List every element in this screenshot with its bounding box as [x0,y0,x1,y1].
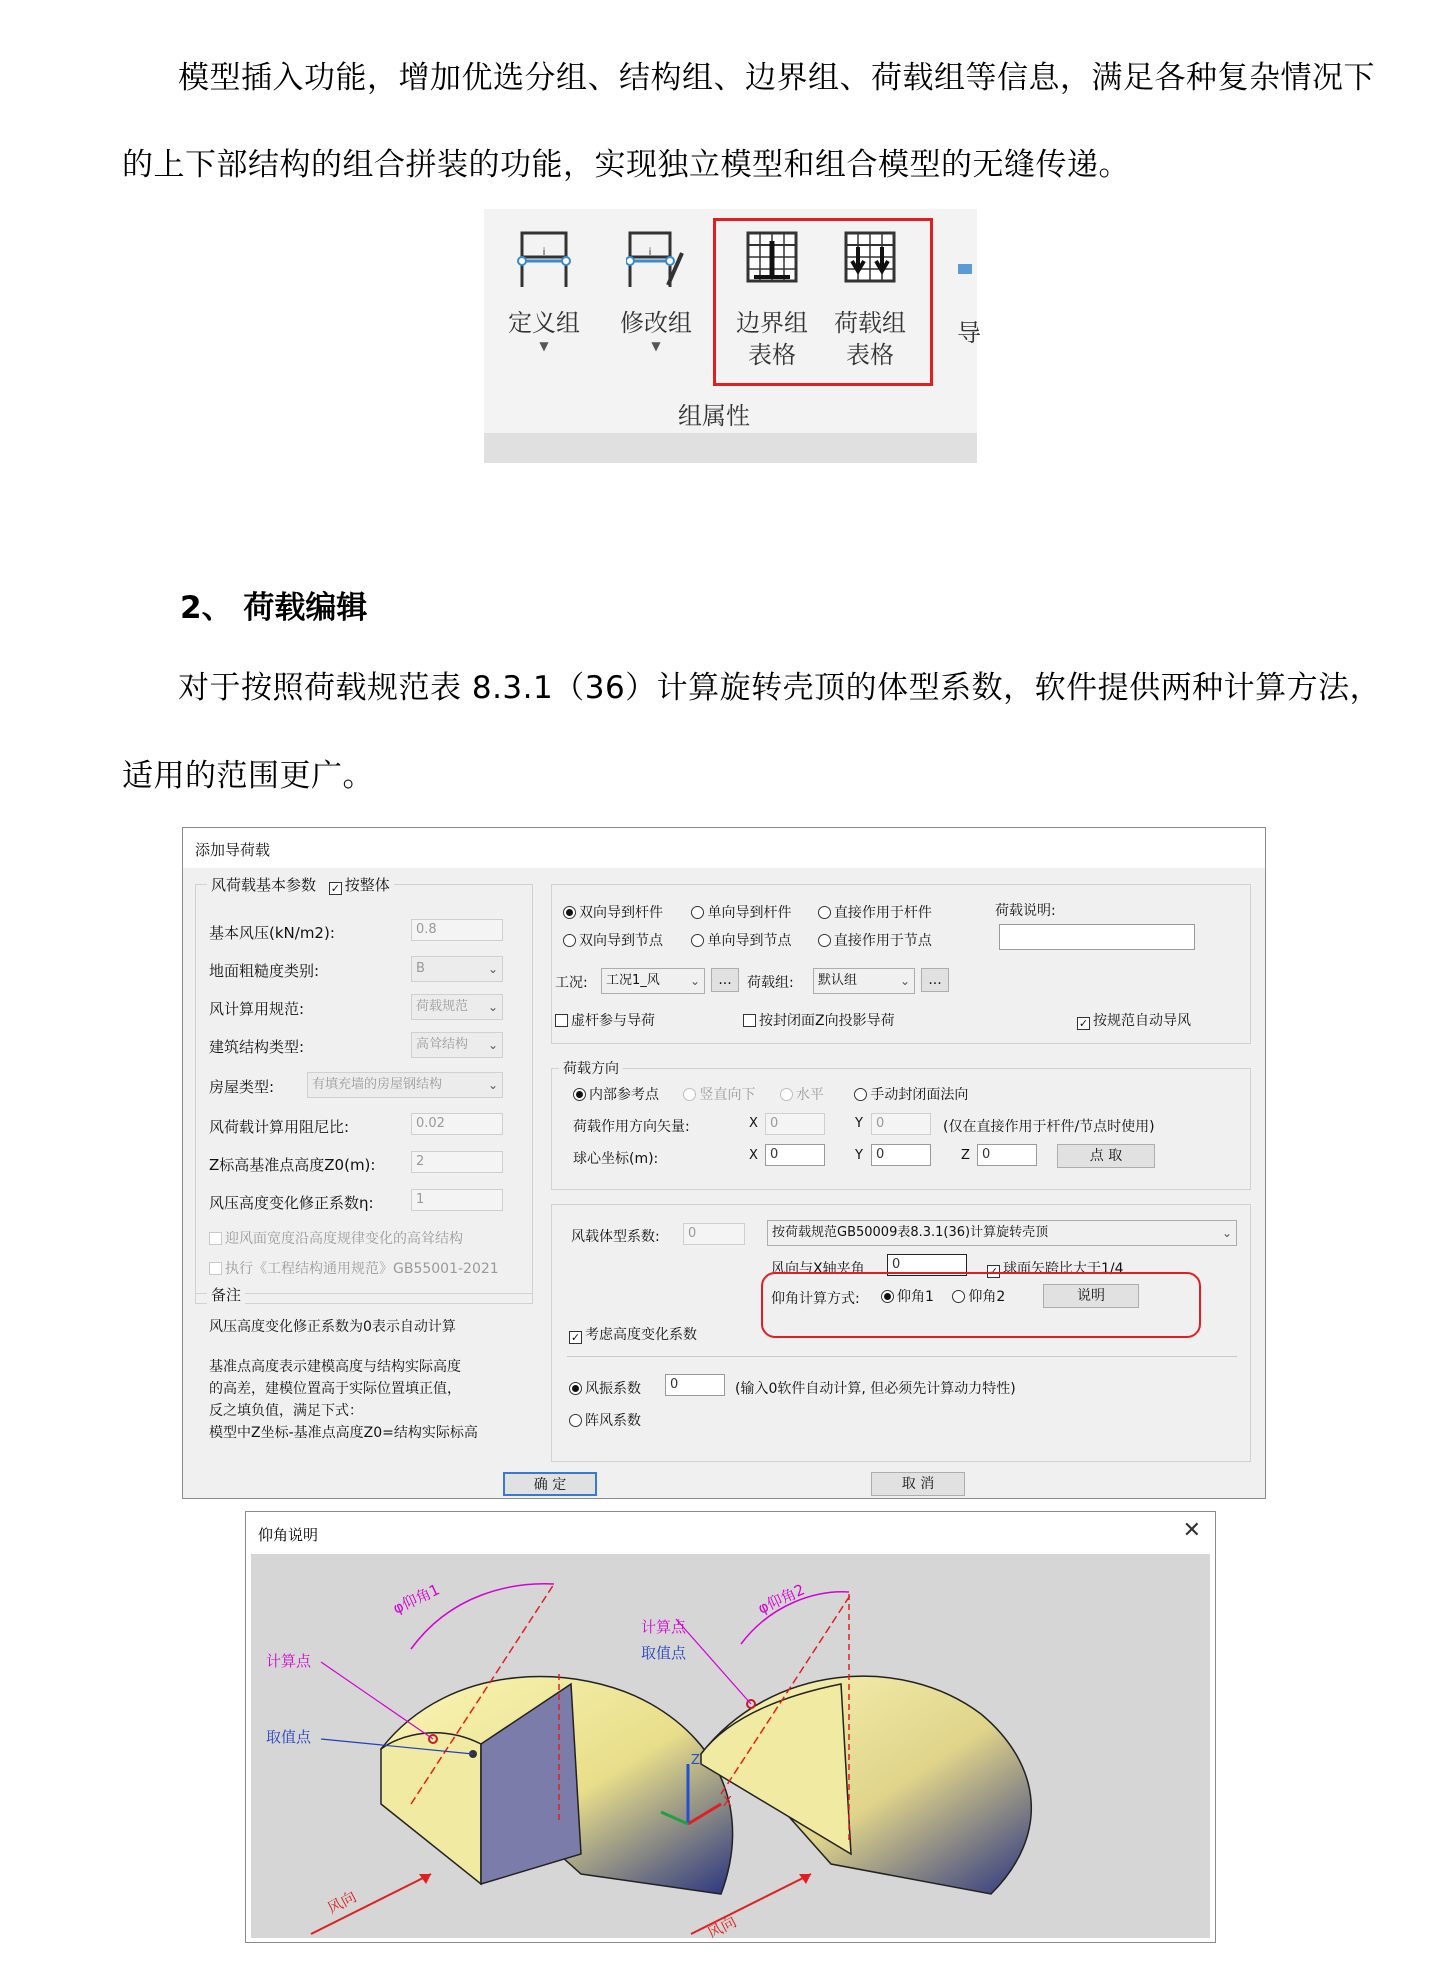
radio-uni-member[interactable]: 单向导到杆件 [691,905,791,921]
radio-direct-node[interactable]: 直接作用于节点 [818,933,932,949]
vector-x-input[interactable]: 0 [765,1113,825,1135]
center-z-label: Z [961,1148,970,1163]
radio-vertical[interactable]: 竖直向下 [683,1087,755,1103]
note-2-line-4: 模型中Z坐标-基准点高度Z0=结构实际标高 [209,1425,478,1441]
structure-type-select[interactable]: 高耸结构 ⌄ [411,1032,503,1058]
load-group-label-1: 荷载组 [834,309,906,337]
vector-label: 荷载作用方向矢量: [573,1119,690,1135]
dome-ratio-checkbox[interactable]: ✓ [988,1265,999,1278]
label-wind-left: 风向 [324,1887,360,1918]
svg-text:i: i [648,247,652,258]
label-wind-right: 风向 [704,1912,740,1938]
variable-width-checkbox[interactable] [209,1232,222,1245]
radio-horizontal[interactable]: 水平 [780,1087,824,1103]
gust-row[interactable]: 阵风系数 [569,1410,641,1430]
radio-row-2 [563,930,932,950]
center-z-input[interactable]: 0 [977,1144,1037,1166]
svg-text:Z: Z [691,1753,700,1768]
close-icon[interactable]: ✕ [1182,1518,1201,1543]
basic-wind-pressure-input[interactable]: 0.8 [411,919,503,941]
elevation-highlight-oval [761,1272,1201,1338]
wind-params-title: 风荷载基本参数 ✓ 按整体 [207,874,394,895]
paragraph-2-line-2: 适用的范围更广。 [122,758,374,794]
svg-text:i: i [542,247,546,258]
vibration-note: (输入0软件自动计算, 但必须先计算动力特性) [735,1381,1016,1397]
ribbon-partial-icon [958,264,972,274]
note-2-line-2: 的高差，建模位置高于实际位置填正值， [209,1381,461,1397]
wind-code-select[interactable]: 荷载规范 ⌄ [411,994,503,1020]
right-dome [676,1592,1031,1934]
boundary-group-label-2: 表格 [748,341,796,369]
label-angle-2: φ仰角2 [755,1580,808,1618]
load-group-label: 荷载组: [747,975,794,991]
elevation-explain-dialog [245,1511,1216,1943]
field-label-2: 风计算用规范: [209,1000,305,1018]
shape-coef-label: 风载体型系数: [571,1229,660,1245]
load-desc-input[interactable] [999,924,1195,950]
whole-checkbox[interactable]: ✓ [330,882,340,895]
elevation-dialog-title: 仰角说明 [258,1526,319,1544]
load-desc-label: 荷载说明: [995,903,1056,919]
center-y-label: Y [855,1148,863,1163]
dome-diagram [251,1554,1210,1938]
field-label-7: 风压高度变化修正系数η: [209,1194,374,1212]
ribbon-group-panel [484,209,981,463]
z0-height-input[interactable]: 2 [411,1151,503,1173]
closed-surface-checkbox[interactable] [743,1014,756,1027]
ribbon-group-label: 组属性 [678,402,750,430]
case-select[interactable]: 工况1_风 ⌄ [601,968,705,994]
auto-wind-checkbox[interactable]: ✓ [1078,1017,1089,1030]
elevation-method-label: 仰角计算方式: [771,1291,860,1307]
divider-line [567,1356,1237,1357]
radio-bi-node[interactable]: 双向导到节点 [563,933,663,949]
load-group-select[interactable]: 默认组 ⌄ [813,968,915,994]
center-y-input[interactable]: 0 [871,1144,931,1166]
gust-radio[interactable] [569,1414,582,1427]
paragraph-2-line-1: 对于按照荷载规范表 8.3.1（36）计算旋转壳顶的体型系数，软件提供两种计算方法， [178,670,1382,706]
modify-group-icon [626,227,686,293]
dialog-title: 添加导荷载 [195,841,271,859]
vector-x-label: X [749,1116,758,1131]
shape-coef-input[interactable]: 0 [683,1223,745,1245]
field-label-3: 建筑结构类型: [209,1038,305,1056]
center-x-input[interactable]: 0 [765,1144,825,1166]
virtual-member-checkbox[interactable] [555,1014,568,1027]
define-group-button[interactable] [496,227,592,353]
chevron-down-icon: ▼ [539,339,549,353]
modify-group-button[interactable] [608,227,704,353]
radio-inner-ref[interactable]: 内部参考点 [573,1087,659,1103]
label-angle-1: φ仰角1 [390,1580,443,1618]
group-more-button[interactable]: ... [921,968,949,992]
case-more-button[interactable]: ... [711,968,739,992]
note-2-line-3: 反之填负值，满足下式： [209,1403,363,1419]
general-code-checkbox-row[interactable]: 执行《工程结构通用规范》GB55001-2021 [209,1258,499,1278]
vibration-row[interactable]: 风振系数 [569,1378,641,1398]
virtual-member-row[interactable]: 虚杆参与导荷 [555,1010,655,1030]
dome-ratio-row[interactable]: ✓ 球面矢跨比大于1/4 [988,1261,1124,1278]
shape-method-select[interactable]: 按荷载规范GB50009表8.3.1(36)计算旋转壳顶 ⌄ [767,1220,1237,1246]
label-calc-point-left: 计算点 [266,1652,312,1670]
pick-point-button[interactable]: 点 取 [1057,1144,1155,1168]
wind-angle-input[interactable]: 0 [887,1254,967,1276]
ribbon-highlight-box [713,218,933,386]
field-label-1: 地面粗糙度类别: [209,962,320,980]
vibration-input[interactable]: 0 [665,1374,725,1396]
load-direction-title: 荷载方向 [559,1058,623,1078]
radio-elevation-2[interactable]: 仰角2 [952,1289,1005,1305]
svg-text:X: X [723,1795,732,1810]
radio-elevation-1[interactable]: 仰角1 [881,1289,934,1305]
label-take-point-left: 取值点 [266,1728,312,1746]
field-label-5: 风荷载计算用阻尼比: [209,1118,350,1136]
chevron-down-icon: ▼ [651,339,661,353]
general-code-checkbox[interactable] [209,1262,222,1275]
dialog-titlebar [183,828,1265,868]
load-group-label-2: 表格 [846,341,894,369]
house-type-select[interactable]: 有填充墙的房屋钢结构 ⌄ [307,1072,503,1098]
define-group-label: 定义组 [508,309,580,337]
height-factor-input[interactable]: 1 [411,1189,503,1211]
wind-angle-label: 风向与X轴夹角 [771,1261,865,1277]
field-label-6: Z标高基准点高度Z0(m): [209,1156,376,1174]
height-factor-row[interactable]: ✓ 考虑高度变化系数 [570,1327,697,1344]
direction-radios [573,1084,968,1104]
center-x-label: X [749,1148,758,1163]
add-load-dialog [182,827,1266,1499]
damping-ratio-input[interactable]: 0.02 [411,1113,503,1135]
label-take-point-right: 取值点 [641,1644,687,1662]
field-label-0: 基本风压(kN/m2): [209,924,335,942]
radio-direct-member[interactable]: 直接作用于杆件 [818,905,932,921]
define-group-icon [514,227,574,293]
case-label: 工况: [555,975,588,991]
vector-y-label: Y [855,1116,863,1131]
paragraph-1-line-2: 的上下部结构的组合拼装的功能，实现独立模型和组合模型的无缝传递。 [122,147,1130,183]
cancel-button[interactable]: 取 消 [871,1472,965,1496]
paragraph-1-line-1: 模型插入功能，增加优选分组、结构组、边界组、荷载组等信息，满足各种复杂情况下 [178,60,1375,96]
ribbon-partial-label: 导 [957,319,981,347]
left-dome [311,1584,733,1934]
ok-button[interactable]: 确 定 [503,1472,597,1496]
roughness-select[interactable]: B ⌄ [411,956,503,982]
boundary-group-label-1: 边界组 [736,309,808,337]
vector-y-input[interactable]: 0 [871,1113,931,1135]
field-label-4: 房屋类型: [209,1078,275,1096]
notes-title: 备注 [207,1284,245,1305]
auto-wind-row[interactable]: ✓ 按规范自动导风 [1078,1013,1191,1030]
radio-manual-normal[interactable]: 手动封闭面法向 [854,1087,968,1103]
elevation-diagram [251,1554,1210,1938]
center-label: 球心坐标(m): [573,1151,659,1167]
variable-width-checkbox-row[interactable]: 迎风面宽度沿高度规律变化的高耸结构 [209,1228,463,1248]
vector-note: (仅在直接作用于杆件/节点时使用) [943,1119,1155,1135]
note-1: 风压高度变化修正系数为0表示自动计算 [209,1319,456,1335]
modify-group-label: 修改组 [620,309,692,337]
note-2-line-1: 基准点高度表示建模高度与结构实际高度 [209,1359,461,1375]
closed-surface-row[interactable]: 按封闭面Z向投影导荷 [743,1010,895,1030]
ribbon-bottom-bar [484,433,977,463]
radio-bi-member[interactable]: 双向导到杆件 [563,905,663,921]
explain-button[interactable]: 说明 [1043,1284,1139,1308]
radio-uni-node[interactable]: 单向导到节点 [691,933,791,949]
height-factor-checkbox[interactable]: ✓ [570,1331,581,1344]
section-heading: 2、 荷载编辑 [180,590,368,626]
label-calc-point-right: 计算点 [641,1618,687,1636]
vibration-radio[interactable] [569,1382,582,1395]
radio-row-1 [563,902,932,922]
